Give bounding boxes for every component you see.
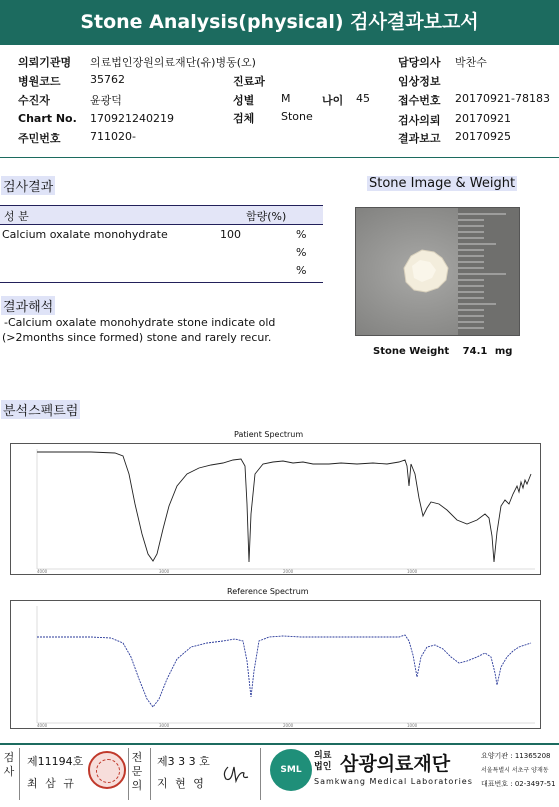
receipt-label: 접수번호 <box>398 94 441 107</box>
institution-value: 의료법인장원의료재단(유)병동(오) <box>90 56 256 69</box>
info-divider <box>0 157 559 158</box>
age-value: 45 <box>356 92 370 105</box>
stone-weight-unit: mg <box>494 346 513 357</box>
org-phone: 대표번호 : 02-3497-51 <box>481 780 556 788</box>
age-label: 나이 <box>322 94 344 107</box>
rrn-value: 711020- <box>90 130 136 143</box>
stone-image-title: Stone Image & Weight <box>369 176 516 191</box>
footer-separator <box>260 748 261 800</box>
institution-label: 의뢰기관명 <box>18 56 72 69</box>
result-row-unit: % <box>296 228 307 241</box>
hospital-code-label: 병원코드 <box>18 75 61 88</box>
specialist-label: 전문의 <box>131 751 143 792</box>
doctor-value: 박찬수 <box>455 56 487 69</box>
table-header-rule <box>0 224 323 225</box>
report-label: 결과보고 <box>398 132 441 145</box>
patient-spectrum-title: Patient Spectrum <box>234 430 304 439</box>
sml-logo <box>270 749 312 791</box>
svg-text:1000: 1000 <box>407 723 418 728</box>
result-section-title: 검사결과 <box>1 176 55 195</box>
footer <box>0 745 559 807</box>
result-row-unit: % <box>296 264 307 277</box>
sml-logo-text: SML <box>280 765 302 775</box>
result-row-value: 100 <box>220 228 241 241</box>
specimen-value: Stone <box>281 110 313 123</box>
svg-text:4000: 4000 <box>37 569 48 574</box>
rrn-label: 주민번호 <box>18 132 61 145</box>
stone-weight-value: 74.1 <box>462 346 488 357</box>
result-row-name: Calcium oxalate monohydrate <box>2 228 168 241</box>
dept-label: 진료과 <box>233 75 265 88</box>
interpretation-title: 결과해석 <box>1 296 55 315</box>
table-bottom-rule <box>0 282 323 283</box>
svg-text:3000: 3000 <box>159 569 170 574</box>
stone-weight-label: Stone Weight <box>373 346 450 357</box>
stone-photo <box>355 207 520 336</box>
svg-text:2000: 2000 <box>283 723 294 728</box>
request-value: 20170921 <box>455 112 511 125</box>
org-prefix: 의료법인 <box>314 751 332 772</box>
patient-value: 윤광덕 <box>90 94 122 107</box>
sex-value: M <box>281 92 291 105</box>
footer-separator <box>19 748 20 800</box>
report-title: Stone Analysis(physical) 검사결과보고서 <box>0 0 559 45</box>
interpretation-line-1: -Calcium oxalate monohydrate stone indicate old <box>4 316 276 329</box>
official-seal <box>88 751 126 789</box>
stone-weight <box>373 346 512 357</box>
footer-separator <box>128 748 129 800</box>
receipt-value: 20170921-78183 <box>455 92 550 105</box>
sex-label: 성별 <box>233 94 255 107</box>
org-english-name: Samkwang Medical Laboratories <box>314 777 473 786</box>
result-row-unit: % <box>296 246 307 259</box>
chart-label: Chart No. <box>18 112 77 125</box>
specialist-name: 지 현 영 <box>157 777 206 790</box>
org-name: 삼광의료재단 <box>340 753 451 775</box>
col-content: 함량(%) <box>246 210 287 223</box>
exam-label: 검사 <box>3 751 15 778</box>
col-component: 성 분 <box>4 210 29 223</box>
exam-name: 최 삼 규 <box>27 777 76 790</box>
table-header <box>0 206 323 224</box>
svg-text:1000: 1000 <box>407 569 418 574</box>
exam-license: 제11194호 <box>27 755 84 768</box>
institution-code: 요양기관 : 11365208 <box>481 752 551 760</box>
spectrum-section-title: 분석스펙트럼 <box>1 400 80 419</box>
doctor-label: 담당의사 <box>398 56 441 69</box>
clinical-label: 임상정보 <box>398 75 441 88</box>
specialist-signature <box>220 763 250 785</box>
footer-separator <box>150 748 151 800</box>
request-label: 검사의뢰 <box>398 114 441 127</box>
stone-photo-graphic <box>356 208 519 335</box>
patient-label: 수진자 <box>18 94 50 107</box>
interpretation-line-2: (>2months since formed) stone and rarely recur. <box>2 331 272 344</box>
reference-spectrum-chart <box>10 600 541 729</box>
svg-text:2000: 2000 <box>283 569 294 574</box>
reference-spectrum-title: Reference Spectrum <box>227 587 309 596</box>
report-value: 20170925 <box>455 130 511 143</box>
specialist-license: 제3 3 3 호 <box>157 755 210 768</box>
reference-spectrum-plot <box>11 601 540 728</box>
chart-value: 170921240219 <box>90 112 174 125</box>
patient-spectrum-chart <box>10 443 541 575</box>
hospital-code-value: 35762 <box>90 73 125 86</box>
svg-text:3000: 3000 <box>159 723 170 728</box>
patient-spectrum-plot <box>11 444 540 574</box>
svg-text:4000: 4000 <box>37 723 48 728</box>
org-address: 서울특별시 서초구 양재동 <box>481 767 549 774</box>
specimen-label: 검체 <box>233 112 255 125</box>
